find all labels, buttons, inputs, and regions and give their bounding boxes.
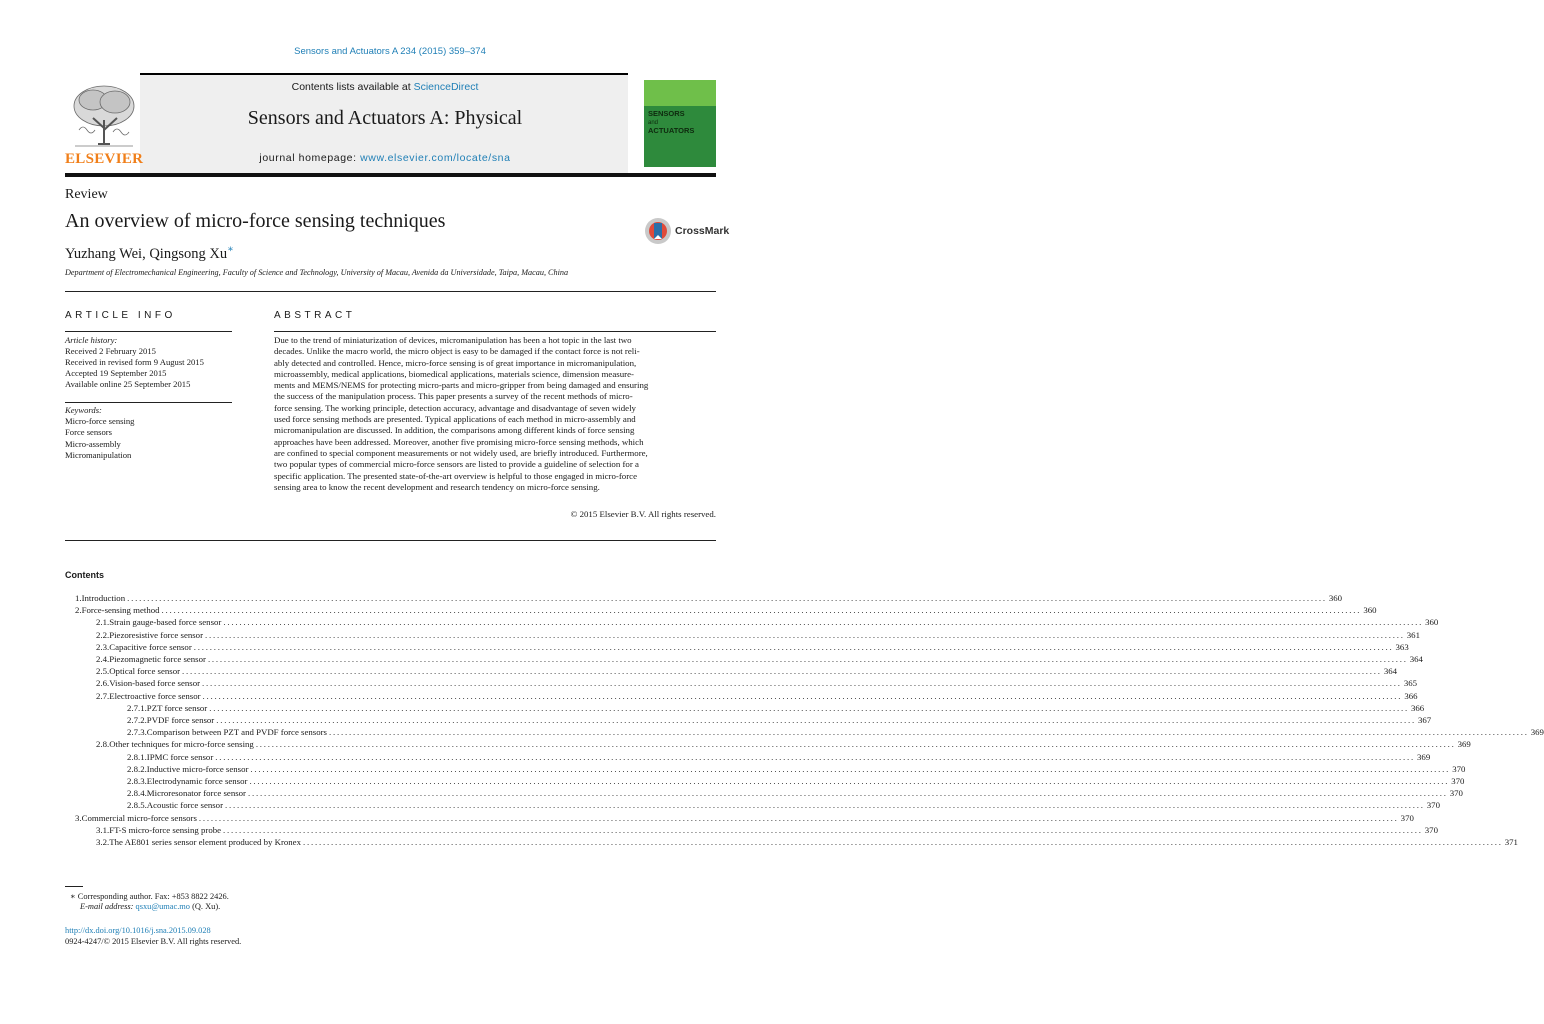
article-authors bbox=[65, 244, 234, 263]
authors-names: Yuzhang Wei, Qingsong Xu bbox=[65, 245, 228, 262]
toc-entry-number: 2.7. bbox=[96, 690, 110, 701]
toc-entry-page: 364 bbox=[1409, 654, 1423, 664]
toc-entry-title: Inductive micro-force sensor bbox=[146, 763, 249, 774]
toc-entry[interactable] bbox=[96, 653, 1423, 665]
abstract-line: are confined to special component measurements or not widely used, are briefly introduced. Furthermore, bbox=[274, 447, 648, 458]
toc-entry-page: 370 bbox=[1451, 776, 1465, 786]
toc-leader-dots: ............................................................................................................................................................................................................................................................................................................ bbox=[202, 690, 1403, 701]
history-item: Accepted 19 September 2015 bbox=[65, 367, 167, 378]
toc-entry-title: Capacitive force sensor bbox=[109, 641, 192, 652]
toc-entry-page: 369 bbox=[1417, 751, 1431, 762]
toc-entry-title: FT-S micro-force sensing probe bbox=[109, 824, 222, 835]
cover-text bbox=[648, 110, 694, 135]
toc-entry-title: Electroactive force sensor bbox=[109, 690, 201, 701]
toc-entry-number: 2.3. bbox=[96, 641, 110, 652]
toc-leader-dots: ............................................................................................................................................................................................................................................................................................................ bbox=[328, 727, 1529, 738]
toc-entry-page: 370 bbox=[1426, 800, 1440, 811]
toc-entry-number: 2. bbox=[75, 605, 82, 616]
divider bbox=[65, 331, 232, 332]
toc-entry-page: 369 bbox=[1530, 727, 1544, 738]
toc-entry-page: 371 bbox=[1504, 837, 1518, 847]
divider bbox=[65, 540, 716, 541]
toc-entry-number: 2.4. bbox=[96, 654, 110, 664]
toc-entry-page: 366 bbox=[1411, 702, 1425, 713]
toc-leader-dots: ............................................................................................................................................................................................................................................................................................................ bbox=[198, 812, 1399, 823]
toc-entry-number: 2.7.2. bbox=[127, 715, 147, 725]
sciencedirect-link[interactable]: ScienceDirect bbox=[413, 81, 479, 93]
toc-leader-dots: ............................................................................................................................................................................................................................................................................................................ bbox=[223, 617, 1424, 628]
article-history-label: Article history: bbox=[65, 335, 118, 345]
toc-entry-title: PZT force sensor bbox=[146, 702, 208, 713]
toc-entry-title: Commercial micro-force sensors bbox=[81, 812, 197, 823]
toc-entry-page: 361 bbox=[1406, 629, 1420, 640]
toc-entry[interactable] bbox=[127, 799, 1440, 811]
cover-title-and: and bbox=[648, 120, 659, 126]
issn-copyright: 0924-4247/© 2015 Elsevier B.V. All rights reserved. bbox=[65, 937, 242, 946]
toc-entry-title: Vision-based force sensor bbox=[109, 678, 201, 689]
divider bbox=[65, 402, 232, 403]
toc-entry-page: 370 bbox=[1400, 812, 1414, 823]
corresponding-author-mark[interactable]: ∗ bbox=[227, 244, 234, 255]
doi-link[interactable]: http://dx.doi.org/10.1016/j.sna.2015.09.028 bbox=[65, 926, 211, 935]
abstract-line: used force sensing methods are presented. Typical applications of each method in micro-assembly and bbox=[274, 414, 636, 425]
toc-leader-dots: ............................................................................................................................................................................................................................................................................................................ bbox=[209, 702, 1409, 713]
toc-entry-page: 369 bbox=[1457, 739, 1471, 750]
toc-entry[interactable] bbox=[96, 677, 1418, 689]
toc-leader-dots: ............................................................................................................................................................................................................................................................................................................ bbox=[127, 593, 1327, 603]
journal-citation[interactable]: Sensors and Actuators A 234 (2015) 359–374 bbox=[294, 46, 486, 57]
toc-leader-dots: ............................................................................................................................................................................................................................................................................................................ bbox=[225, 800, 1425, 811]
article-history bbox=[65, 335, 232, 390]
toc-leader-dots: ............................................................................................................................................................................................................................................................................................................ bbox=[182, 666, 1382, 677]
toc-entry[interactable] bbox=[96, 629, 1420, 641]
toc-leader-dots: ............................................................................................................................................................................................................................................................................................................ bbox=[216, 715, 1416, 725]
footnote-rule bbox=[65, 886, 83, 887]
toc-entry-title: Piezomagnetic force sensor bbox=[109, 654, 206, 664]
abstract-line: Due to the trend of miniaturization of devices, micromanipulation has been a hot topic in the last two bbox=[274, 335, 632, 345]
toc-leader-dots: ............................................................................................................................................................................................................................................................................................................ bbox=[205, 629, 1405, 640]
toc-entry[interactable] bbox=[96, 824, 1438, 836]
toc-entry-page: 360 bbox=[1328, 593, 1343, 603]
toc-entry-title: Acoustic force sensor bbox=[146, 800, 224, 811]
email-label: E-mail address: bbox=[80, 902, 136, 911]
author-affiliation: Department of Electromechanical Engineering, Faculty of Science and Technology, University of Macau, Avenida da Universidade, Taipa, Macau, China bbox=[65, 268, 569, 277]
toc-entry-number: 3.1. bbox=[96, 824, 110, 835]
toc-entry-number: 2.7.3. bbox=[127, 727, 147, 738]
email-suffix: (Q. Xu). bbox=[190, 902, 221, 911]
journal-cover-image[interactable] bbox=[644, 80, 716, 167]
header-rule bbox=[65, 173, 716, 177]
toc-entry[interactable] bbox=[127, 787, 1463, 799]
toc-entry[interactable] bbox=[75, 604, 1377, 616]
toc-entry-number: 2.8. bbox=[96, 739, 110, 750]
toc-leader-dots: ............................................................................................................................................................................................................................................................................................................ bbox=[202, 678, 1402, 689]
toc-entry-number: 2.2. bbox=[96, 629, 110, 640]
toc-entry[interactable] bbox=[127, 775, 1465, 787]
toc-entry-number: 3. bbox=[75, 812, 82, 823]
crossmark-label[interactable]: CrossMark bbox=[675, 225, 730, 237]
elsevier-wordmark: ELSEVIER bbox=[65, 151, 144, 167]
toc-entry-title: The AE801 series sensor element produced by Kronex bbox=[109, 837, 301, 847]
toc-entry[interactable] bbox=[75, 592, 1343, 604]
keyword-item: Micro-force sensing bbox=[65, 416, 135, 427]
abstract-line: specific application. The presented state-of-the-art overview is helpful to those engaged in micro-force bbox=[274, 470, 638, 481]
abstract-line: microassembly, medical applications, biomedical applications, materials science, dimension measure- bbox=[274, 368, 634, 379]
abstract-line: two popular types of commercial micro-force sensors are listed to provide a guideline of selection for a bbox=[274, 459, 639, 470]
toc-entry-number: 2.8.2. bbox=[127, 763, 147, 774]
corresponding-author-note bbox=[70, 891, 229, 901]
cover-band bbox=[644, 80, 716, 106]
toc-entry-page: 364 bbox=[1383, 666, 1398, 677]
contents-heading: Contents bbox=[65, 570, 104, 580]
toc-entry-title: Microresonator force sensor bbox=[146, 788, 246, 799]
cover-title-1: SENSORS bbox=[648, 109, 685, 118]
toc-entry-title: Electrodynamic force sensor bbox=[146, 776, 248, 786]
toc-entry-title: PVDF force sensor bbox=[146, 715, 215, 725]
divider bbox=[65, 291, 716, 292]
toc-entry-title: Force-sensing method bbox=[81, 605, 160, 616]
toc-entry-number: 2.7.1. bbox=[127, 702, 147, 713]
toc-entry-page: 366 bbox=[1404, 690, 1418, 701]
toc-entry[interactable] bbox=[96, 738, 1471, 750]
toc-entry[interactable] bbox=[96, 665, 1398, 677]
toc-leader-dots: ............................................................................................................................................................................................................................................................................................................ bbox=[250, 763, 1451, 774]
toc-entry-number: 3.2. bbox=[96, 837, 110, 847]
abstract-line: the success of the manipulation process. This paper presents a survey of the recent methods of micro- bbox=[274, 391, 633, 402]
abstract-copyright: © 2015 Elsevier B.V. All rights reserved. bbox=[570, 509, 716, 519]
toc-leader-dots: ............................................................................................................................................................................................................................................................................................................ bbox=[207, 654, 1408, 664]
toc-entry-title: IPMC force sensor bbox=[146, 751, 214, 762]
footnote-mark: ∗ bbox=[70, 892, 76, 901]
abstract-line: micromanipulation are discussed. In addition, the comparisons among different kinds of force sensing bbox=[274, 425, 635, 436]
toc-entry-page: 365 bbox=[1403, 678, 1418, 689]
toc-entry-title: Piezoresistive force sensor bbox=[109, 629, 204, 640]
toc-entry-title: Comparison between PZT and PVDF force sensors bbox=[146, 727, 327, 738]
toc-leader-dots: ............................................................................................................................................................................................................................................................................................................ bbox=[215, 751, 1416, 762]
toc-entry[interactable] bbox=[96, 641, 1409, 653]
journal-homepage-label: journal homepage: bbox=[259, 152, 361, 164]
toc-leader-dots: ............................................................................................................................................................................................................................................................................................................ bbox=[161, 605, 1362, 616]
toc-entry[interactable] bbox=[96, 616, 1439, 628]
toc-leader-dots: ............................................................................................................................................................................................................................................................................................................ bbox=[249, 776, 1450, 786]
email-note bbox=[80, 902, 220, 911]
keyword-item: Micromanipulation bbox=[65, 449, 132, 460]
abstract-text bbox=[274, 335, 716, 493]
toc-entry[interactable] bbox=[127, 763, 1466, 775]
toc-entry[interactable] bbox=[127, 751, 1431, 763]
abstract-line: decades. Unlike the macro world, the micro object is easy to be damaged if the contact force is not reli- bbox=[274, 346, 640, 357]
toc-entry-title: Other techniques for micro-force sensing bbox=[109, 739, 254, 750]
toc-entry[interactable] bbox=[127, 702, 1425, 714]
toc-entry-page: 370 bbox=[1424, 824, 1438, 835]
toc-entry[interactable] bbox=[127, 714, 1432, 726]
toc-entry-title: Optical force sensor bbox=[109, 666, 181, 677]
toc-entry-page: 370 bbox=[1449, 788, 1463, 799]
email-link[interactable]: qsxu@umac.mo bbox=[135, 902, 190, 911]
toc-leader-dots: ............................................................................................................................................................................................................................................................................................................ bbox=[247, 788, 1448, 799]
footnote-corresponding: Corresponding author. Fax: +853 8822 2426. bbox=[77, 892, 229, 901]
keywords-label: Keywords: bbox=[65, 405, 102, 415]
toc-entry-page: 367 bbox=[1418, 715, 1432, 725]
toc-entry[interactable] bbox=[127, 726, 1544, 738]
toc-entry-page: 360 bbox=[1425, 617, 1439, 628]
divider bbox=[274, 331, 716, 332]
toc-entry-number: 2.6. bbox=[96, 678, 110, 689]
cover-title-2: ACTUATORS bbox=[648, 126, 695, 135]
toc-entry-number: 2.5. bbox=[96, 666, 110, 677]
toc-entry-title: Introduction bbox=[81, 593, 126, 603]
keywords bbox=[65, 405, 232, 461]
abstract-line: sensing area to know the recent development and research tendency on micro-force sensing. bbox=[274, 481, 600, 492]
toc-entry-page: 363 bbox=[1395, 641, 1409, 652]
journal-homepage-line bbox=[140, 152, 630, 164]
toc-entry[interactable] bbox=[96, 690, 1418, 702]
article-type: Review bbox=[65, 187, 108, 202]
toc-entry-page: 370 bbox=[1452, 763, 1466, 774]
article-title: An overview of micro-force sensing techniques bbox=[65, 210, 446, 232]
toc-leader-dots: ............................................................................................................................................................................................................................................................................................................ bbox=[255, 739, 1456, 750]
toc-entry-number: 2.8.3. bbox=[127, 776, 147, 786]
abstract-line: approaches have been addressed. Moreover, another five promising micro-force sensing methods, which bbox=[274, 436, 644, 447]
toc-entry-number: 2.8.4. bbox=[127, 788, 147, 799]
toc-entry-title: Strain gauge-based force sensor bbox=[109, 617, 222, 628]
history-item: Received in revised form 9 August 2015 bbox=[65, 356, 204, 367]
abstract-heading: ABSTRACT bbox=[274, 310, 356, 321]
keyword-item: Force sensors bbox=[65, 427, 113, 438]
toc-entry-number: 2.8.1. bbox=[127, 751, 147, 762]
abstract-line: ably detected and controlled. Hence, micro-force sensing is of great importance in micromanipulation, bbox=[274, 357, 637, 368]
abstract-line: force sensing. The working principle, detection accuracy, advantage and disadvantage of seven widely bbox=[274, 402, 636, 413]
history-item: Received 2 February 2015 bbox=[65, 345, 156, 356]
history-item: Available online 25 September 2015 bbox=[65, 378, 191, 389]
toc-entry-page: 360 bbox=[1363, 605, 1377, 616]
toc-leader-dots: ............................................................................................................................................................................................................................................................................................................ bbox=[223, 824, 1423, 835]
toc-entry-number: 1. bbox=[75, 593, 82, 603]
toc-leader-dots: ............................................................................................................................................................................................................................................................................................................ bbox=[193, 641, 1394, 652]
toc-entry[interactable] bbox=[96, 836, 1518, 848]
toc-leader-dots: ............................................................................................................................................................................................................................................................................................................ bbox=[302, 837, 1503, 847]
toc-entry[interactable] bbox=[75, 812, 1414, 824]
article-info-heading: ARTICLE INFO bbox=[65, 310, 176, 321]
contents-available-text: Contents lists available at bbox=[291, 81, 414, 93]
abstract-line: ments and MEMS/NEMS for protecting micro-parts and micro-gripper from being damaged and ensuring bbox=[274, 380, 649, 391]
keyword-item: Micro-assembly bbox=[65, 438, 121, 449]
journal-title: Sensors and Actuators A: Physical bbox=[247, 107, 523, 129]
toc-entry-number: 2.1. bbox=[96, 617, 110, 628]
toc-entry-number: 2.8.5. bbox=[127, 800, 147, 811]
contents-available-line bbox=[140, 81, 630, 93]
journal-homepage-link[interactable]: www.elsevier.com/locate/sna bbox=[360, 152, 511, 164]
